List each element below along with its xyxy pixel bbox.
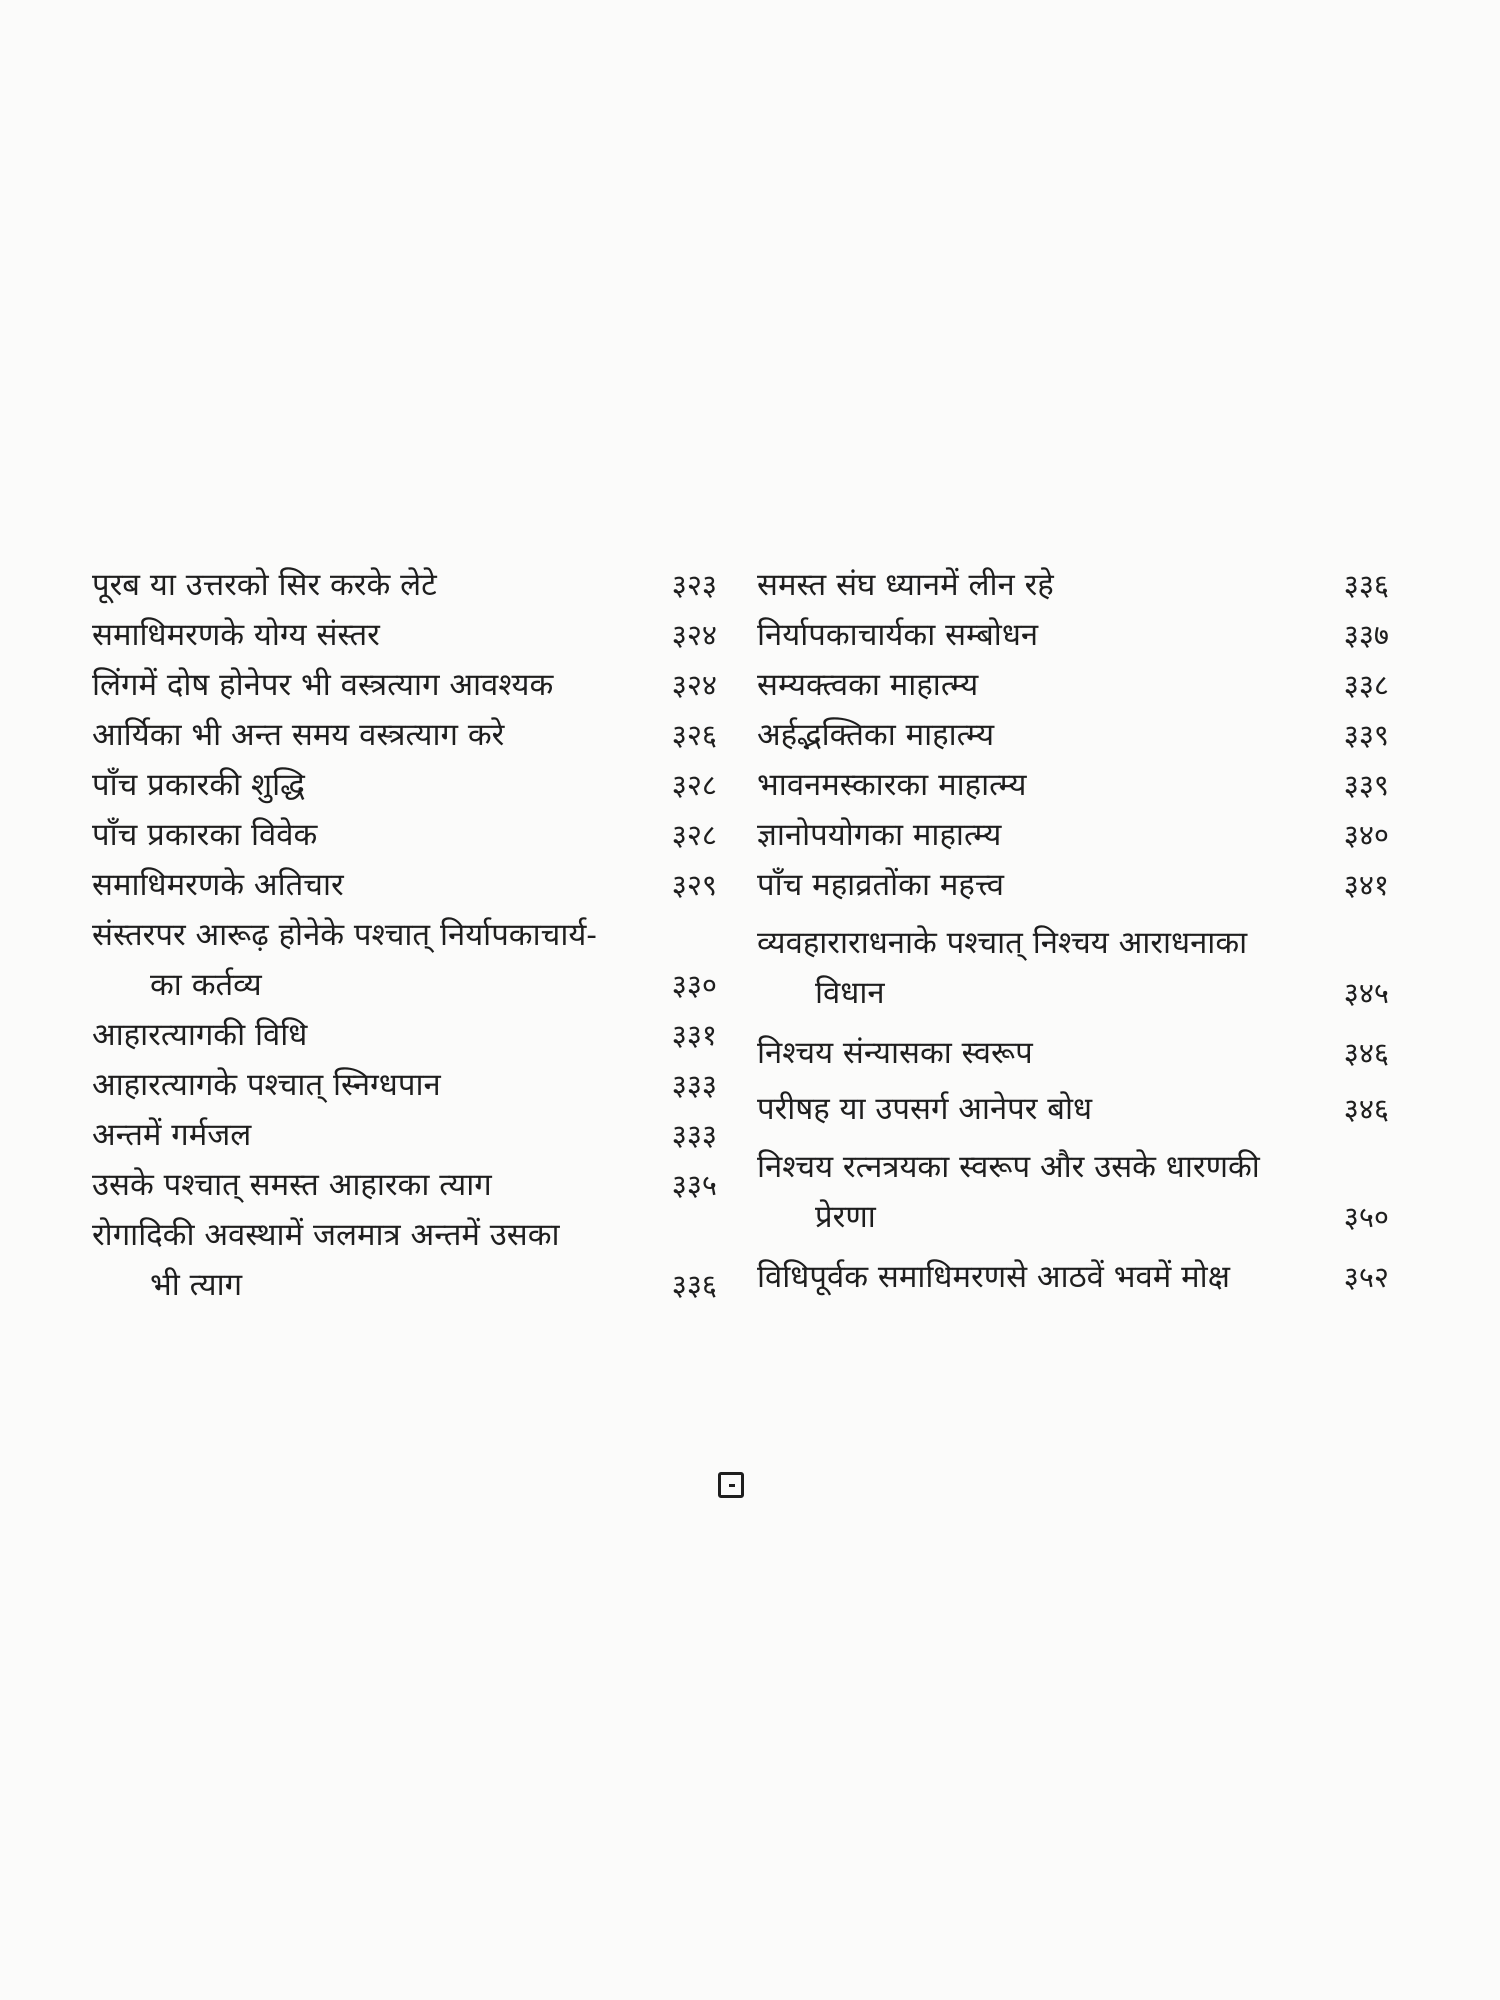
toc-entry-page-number: ३३०: [671, 968, 717, 1002]
toc-entry-title: परीषह या उपसर्ग आनेपर बोध: [757, 1091, 1093, 1127]
toc-entry: [92, 1110, 717, 1160]
toc-entry: [757, 610, 1389, 660]
toc-right-column: [757, 560, 1389, 1308]
toc-entry-page-number: ३३५: [671, 1168, 717, 1202]
toc-entry-page-number: ३३६: [1343, 568, 1389, 602]
toc-entry-title: पाँच प्रकारकी शुद्धि: [92, 767, 305, 803]
toc-entry-page-number: ३२३: [671, 568, 717, 602]
toc-entry-page-number: ३३१: [671, 1018, 717, 1052]
toc-entry: [92, 760, 717, 810]
toc-entry-title: पाँच महाव्रतोंका महत्त्व: [757, 867, 1005, 903]
toc-entry-page-number: ३३९: [1343, 718, 1389, 752]
toc-entry-page-number: ३३८: [1343, 668, 1389, 702]
toc-entry-page-number: ३२६: [671, 718, 717, 752]
toc-entry-title: सम्यक्त्वका माहात्म्य: [757, 667, 979, 703]
toc-entry: [92, 710, 717, 760]
toc-entry-page-number: ३५०: [1343, 1200, 1389, 1234]
toc-entry-title: पाँच प्रकारका विवेक: [92, 817, 318, 853]
toc-entry-title: भावनमस्कारका माहात्म्य: [757, 767, 1027, 803]
toc-entry-page-number: ३२४: [671, 618, 717, 652]
toc-entry-page-number: ३२४: [671, 668, 717, 702]
toc-entry: [757, 1252, 1389, 1302]
toc-entry-title: निर्यापकाचार्यका सम्बोधन: [757, 617, 1039, 653]
toc-entry: [757, 1142, 1389, 1242]
toc-entry: [757, 560, 1389, 610]
toc-entry-title: व्यवहाराराधनाके पश्चात् निश्चय आराधनाका: [757, 925, 1248, 961]
toc-entry: [92, 1010, 717, 1060]
toc-entry-page-number: ३४५: [1343, 976, 1389, 1010]
toc-entry-title: लिंगमें दोष होनेपर भी वस्त्रत्याग आवश्यक: [92, 667, 554, 703]
toc-entry: [757, 918, 1389, 1018]
toc-entry-title: समाधिमरणके अतिचार: [92, 867, 344, 903]
page-number-mark: [718, 1472, 744, 1498]
toc-entry-title: अन्तमें गर्मजल: [92, 1117, 252, 1153]
toc-entry-title: पूरब या उत्तरको सिर करके लेटे: [92, 567, 437, 603]
toc-entry-title: निश्चय रत्नत्रयका स्वरूप और उसके धारणकी: [757, 1149, 1260, 1185]
toc-entry-title: ज्ञानोपयोगका माहात्म्य: [757, 817, 1002, 853]
toc-entry: [92, 810, 717, 860]
toc-entry: [757, 760, 1389, 810]
toc-entry: [92, 1160, 717, 1210]
toc-entry-page-number: ३३९: [1343, 768, 1389, 802]
toc-entry-page-number: ३३६: [671, 1268, 717, 1302]
toc-entry-title: विधिपूर्वक समाधिमरणसे आठवें भवमें मोक्ष: [757, 1259, 1230, 1295]
toc-entry: [92, 1210, 717, 1310]
toc-entry-page-number: ३३३: [671, 1118, 717, 1152]
toc-entry: [757, 710, 1389, 760]
toc-entry-title: संस्तरपर आरूढ़ होनेके पश्चात् निर्यापकाचार्य-: [92, 917, 597, 953]
toc-entry-title-continued: का कर्तव्य: [150, 967, 262, 1003]
toc-entry-page-number: ३२८: [671, 818, 717, 852]
toc-entry-page-number: ३३३: [671, 1068, 717, 1102]
toc-entry: [757, 1028, 1389, 1078]
toc-entry-page-number: ३४०: [1343, 818, 1389, 852]
toc-entry-title: आहारत्यागकी विधि: [92, 1017, 308, 1053]
toc-entry: [92, 1060, 717, 1110]
toc-entry: [757, 810, 1389, 860]
toc-entry-title: रोगादिकी अवस्थामें जलमात्र अन्तमें उसका: [92, 1217, 560, 1253]
toc-entry-title: आर्यिका भी अन्त समय वस्त्रत्याग करे: [92, 717, 505, 753]
toc-entry-page-number: ३२९: [671, 868, 717, 902]
toc-entry-title: समस्त संघ ध्यानमें लीन रहे: [757, 567, 1054, 603]
toc-entry-title-continued: भी त्याग: [150, 1267, 243, 1303]
toc-entry-page-number: ३४६: [1343, 1092, 1389, 1126]
toc-entry-title: उसके पश्चात् समस्त आहारका त्याग: [92, 1167, 492, 1203]
toc-left-column: [92, 560, 717, 1310]
toc-entry-title-continued: विधान: [815, 975, 885, 1011]
toc-entry: [757, 1084, 1389, 1134]
toc-entry: [757, 660, 1389, 710]
toc-entry-title: अर्हद्भक्तिका माहात्म्य: [757, 717, 995, 753]
toc-entry: [92, 910, 717, 1010]
toc-entry-title: समाधिमरणके योग्य संस्तर: [92, 617, 380, 653]
toc-entry-page-number: ३५२: [1343, 1260, 1389, 1294]
toc-entry-page-number: ३३७: [1343, 618, 1389, 652]
toc-entry-page-number: ३२८: [671, 768, 717, 802]
toc-entry-title-continued: प्रेरणा: [815, 1199, 876, 1235]
toc-entry: [757, 860, 1389, 910]
toc-entry-title: निश्चय संन्यासका स्वरूप: [757, 1035, 1033, 1071]
toc-entry: [92, 560, 717, 610]
toc-entry: [92, 660, 717, 710]
toc-entry-page-number: ३४६: [1343, 1036, 1389, 1070]
toc-entry: [92, 610, 717, 660]
toc-entry: [92, 860, 717, 910]
toc-entry-title: आहारत्यागके पश्चात् स्निग्धपान: [92, 1067, 441, 1103]
toc-entry-page-number: ३४१: [1343, 868, 1389, 902]
